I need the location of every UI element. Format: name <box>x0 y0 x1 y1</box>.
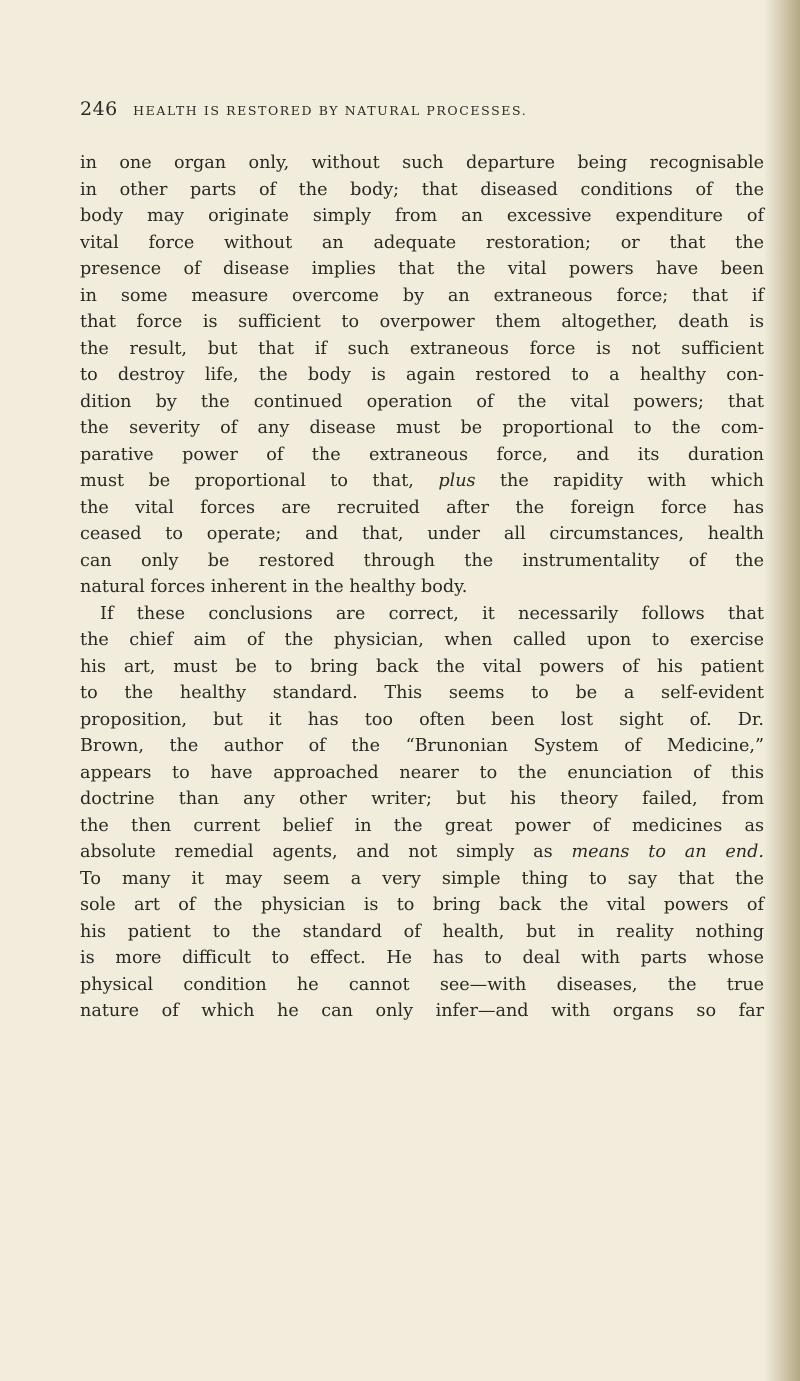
page-header <box>80 98 720 120</box>
italic-term: plus <box>438 471 476 491</box>
text-line: proposition, but it has too often been lost sight of. Dr. <box>80 709 764 730</box>
text-line: in other parts of the body; that diseased conditions of the <box>80 179 764 200</box>
text-line: the vital forces are recruited after the foreign force has <box>80 497 764 518</box>
text-line: the severity of any disease must be proportional to the com- <box>80 418 764 438</box>
text-line: his art, must be to bring back the vital powers of his patient <box>80 656 764 677</box>
text-line: vital force without an adequate restoration; or that the <box>80 232 764 253</box>
text-line: is more difficult to effect. He has to deal with parts whose <box>80 948 764 968</box>
text-line: the then current belief in the great power of medicines as <box>80 815 764 836</box>
text-fragment: absolute remedial agents, and not simply as <box>80 842 572 862</box>
text-line: to the healthy standard. This seems to be a self-evident <box>80 683 764 703</box>
text-line: appears to have approached nearer to the enunciation of this <box>80 762 764 783</box>
text-line: body may originate simply from an excessive expenditure of <box>80 206 764 226</box>
text-line: To many it may seem a very simple thing to say that the <box>80 868 764 889</box>
running-head: HEALTH IS RESTORED BY NATURAL PROCESSES. <box>133 103 528 118</box>
text-fragment: the rapidity with which <box>475 471 764 491</box>
text-line: ceased to operate; and that, under all circumstances, health <box>80 524 764 544</box>
text-fragment: must be proportional to that, <box>80 471 439 491</box>
paragraph-end-line: natural forces inherent in the healthy body. <box>80 577 468 597</box>
text-line: Brown, the author of the “Brunonian System of Medicine,” <box>80 736 764 756</box>
text-line: the chief aim of the physician, when called upon to exercise <box>80 630 764 650</box>
text-line-with-italic <box>80 468 764 495</box>
body-text <box>80 150 764 1025</box>
text-line: to destroy life, the body is again restored to a healthy con- <box>80 365 764 385</box>
text-line: parative power of the extraneous force, and its duration <box>80 444 764 465</box>
text-line: the result, but that if such extraneous force is not sufficient <box>80 338 764 359</box>
text-line: in some measure overcome by an extraneous force; that if <box>80 285 764 306</box>
text-line: physical condition he cannot see—with diseases, the true <box>80 974 764 995</box>
text-line-with-italic <box>80 839 764 866</box>
text-line: in one organ only, without such departure being recognisable <box>80 153 764 173</box>
text-line: nature of which he can only infer—and with organs so far <box>80 1001 764 1021</box>
text-line: doctrine than any other writer; but his theory failed, from <box>80 789 764 809</box>
paragraph-start-line: If these conclusions are correct, it necessarily follows that <box>100 603 764 624</box>
text-line: that force is sufficient to overpower them altogether, death is <box>80 312 764 332</box>
text-line: his patient to the standard of health, but in reality nothing <box>80 921 764 942</box>
page-number: 246 <box>80 98 118 120</box>
text-line: can only be restored through the instrumentality of the <box>80 550 764 571</box>
text-line: dition by the continued operation of the vital powers; that <box>80 391 764 412</box>
text-line: presence of disease implies that the vital powers have been <box>80 259 764 279</box>
italic-phrase: means to an end. <box>571 842 764 862</box>
text-line: sole art of the physician is to bring back the vital powers of <box>80 895 764 915</box>
page-edge-shadow <box>764 0 800 1381</box>
